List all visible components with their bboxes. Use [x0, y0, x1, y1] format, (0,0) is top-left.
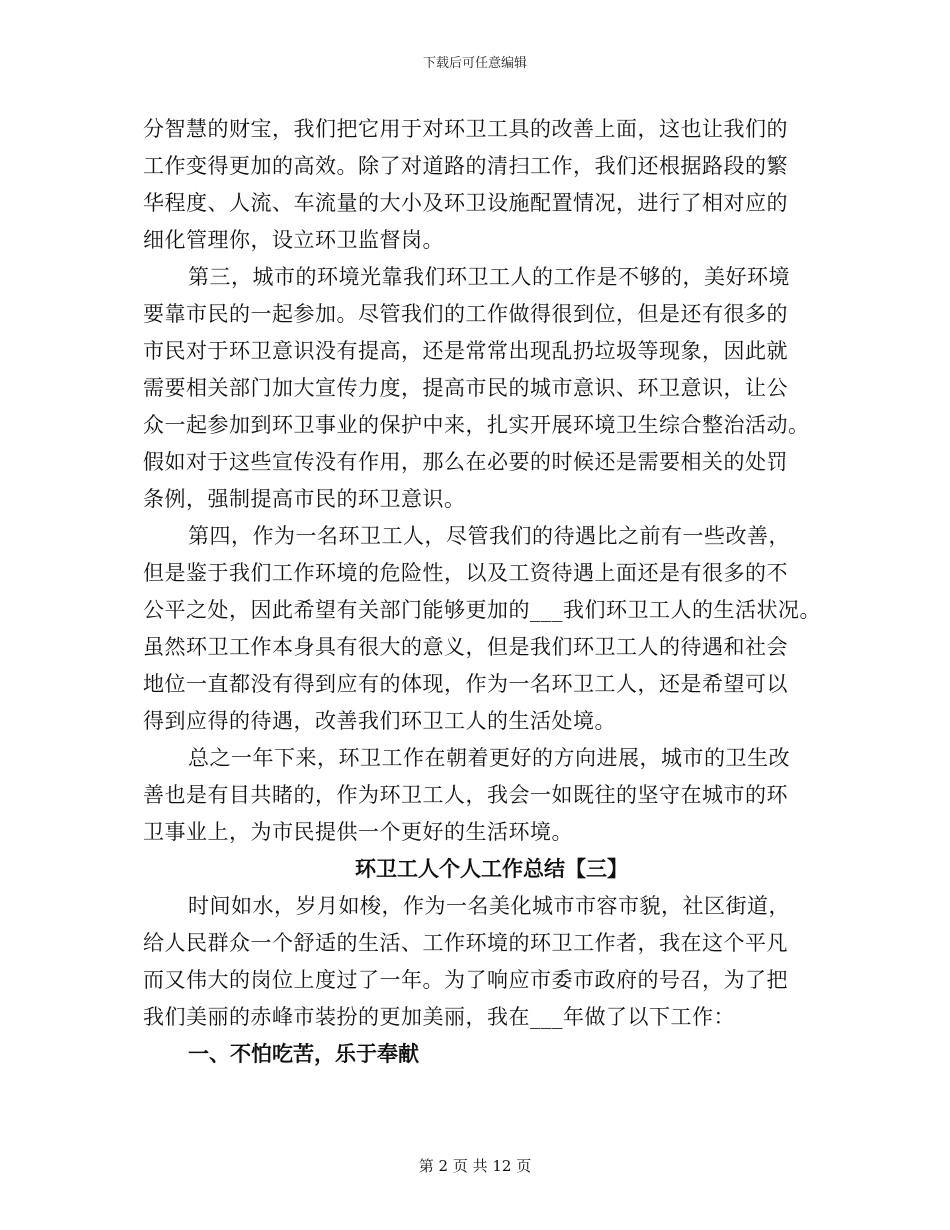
paragraph-line: 第四，作为一名环卫工人，尽管我们的待遇比之前有一些改善，: [188, 524, 790, 548]
section-title: 环卫工人个人工作总结【三】: [355, 857, 628, 881]
paragraph-line: 要靠市民的一起参加。尽管我们的工作做得很到位，但是还有很多的: [143, 302, 788, 326]
paragraph-line: 条例，强制提高市民的环卫意识。: [143, 487, 466, 511]
paragraph-line: 众一起参加到环卫事业的保护中来，扎实开展环境卫生综合整治活动。: [143, 413, 810, 437]
paragraph-line: 卫事业上，为市民提供一个更好的生活环境。: [143, 820, 573, 844]
page-number-footer: 第 2 页 共 12 页: [418, 1157, 532, 1175]
paragraph-line: 但是鉴于我们工作环境的危险性，以及工资待遇上面还是有很多的不: [143, 561, 788, 585]
paragraph-line: 时间如水，岁月如梭，作为一名美化城市市容市貌，社区街道，: [188, 894, 790, 918]
paragraph-line: 善也是有目共睹的，作为环卫工人，我会一如既往的坚守在城市的环: [143, 783, 788, 807]
paragraph-line: 分智慧的财宝，我们把它用于对环卫工具的改善上面，这也让我们的: [143, 117, 788, 141]
paragraph-line: 地位一直都没有得到应有的体现，作为一名环卫工人，还是希望可以: [143, 672, 788, 696]
paragraph-line: 总之一年下来，环卫工作在朝着更好的方向进展，城市的卫生改: [188, 746, 790, 770]
paragraph-line: 给人民群众一个舒适的生活、工作环境的环卫工作者，我在这个平凡: [143, 931, 788, 955]
paragraph-line: 我们美丽的赤峰市装扮的更加美丽，我在___年做了以下工作：: [143, 1005, 735, 1029]
paragraph-line: 市民对于环卫意识没有提高，还是常常出现乱扔垃圾等现象，因此就: [143, 339, 788, 363]
paragraph-line: 第三，城市的环境光靠我们环卫工人的工作是不够的，美好环境: [188, 265, 790, 289]
page-header-note: 下载后可任意编辑: [422, 56, 527, 71]
paragraph-line: 公平之处，因此希望有关部门能够更加的___我们环卫工人的生活状况。: [143, 598, 821, 622]
paragraph-line: 细化管理你，设立环卫监督岗。: [143, 228, 444, 252]
paragraph-line: 而又伟大的岗位上度过了一年。为了响应市委市政府的号召，为了把: [143, 968, 788, 992]
paragraph-line: 假如对于这些宣传没有作用，那么在必要的时候还是需要相关的处罚: [143, 450, 788, 474]
paragraph-line: 工作变得更加的高效。除了对道路的清扫工作，我们还根据路段的繁: [143, 154, 788, 178]
paragraph-line: 得到应得的待遇，改善我们环卫工人的生活处境。: [143, 709, 616, 733]
paragraph-line: 华程度、人流、车流量的大小及环卫设施配置情况，进行了相对应的: [143, 191, 788, 215]
paragraph-line: 需要相关部门加大宣传力度，提高市民的城市意识、环卫意识，让公: [143, 376, 788, 400]
subheading: 一、不怕吃苦，乐于奉献: [188, 1042, 419, 1066]
paragraph-line: 虽然环卫工作本身具有很大的意义，但是我们环卫工人的待遇和社会: [143, 635, 788, 659]
